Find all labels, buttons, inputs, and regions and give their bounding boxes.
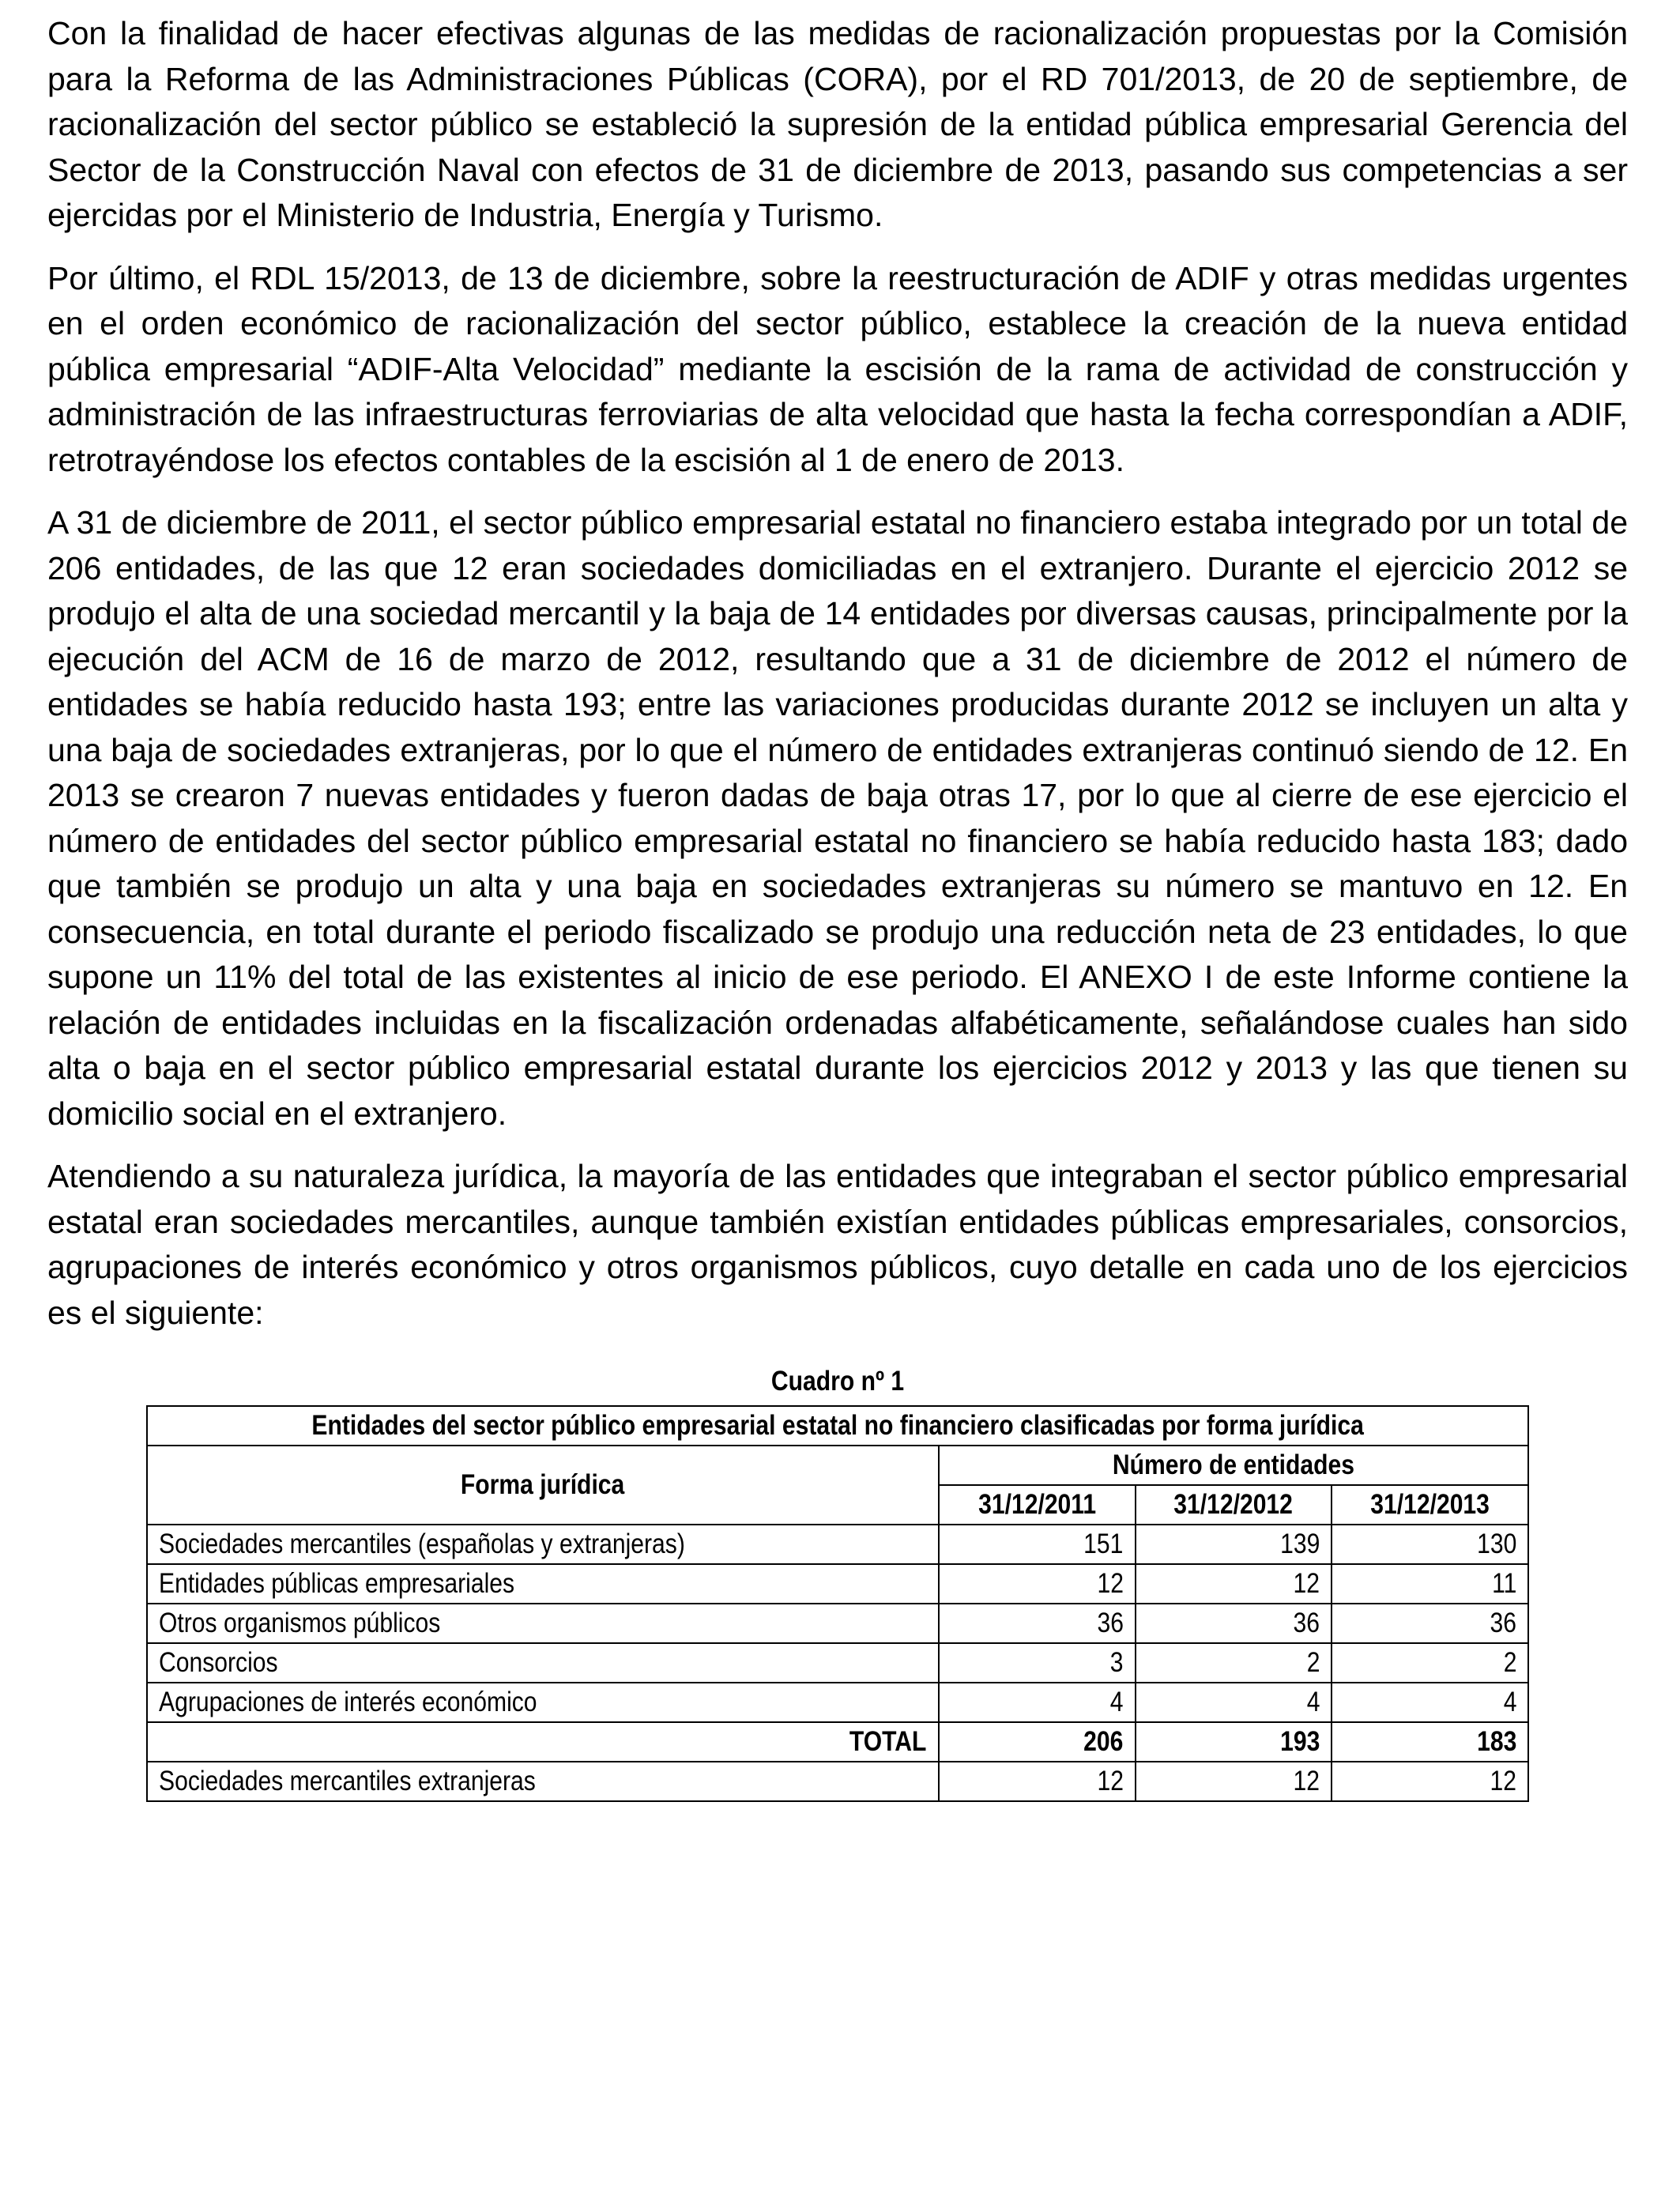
cell-value: [939, 1525, 1136, 1564]
column-header-text: 31/12/2011: [977, 1489, 1096, 1520]
cell-value: [1136, 1643, 1332, 1683]
table-header-row-1: [147, 1446, 1528, 1485]
entities-table: [146, 1405, 1529, 1802]
cell-value-text: 4: [1109, 1687, 1124, 1717]
total-value-text: 193: [1280, 1726, 1320, 1757]
total-label-text: TOTAL: [849, 1726, 927, 1757]
paragraph-1: Con la finalidad de hacer efectivas algunas de las medidas de racionalización propuestas por la Comisión para la Reforma de las Administraciones Públicas (CORA), por el RD 701/2013, de 20 de septiembre, de racionalización del sector público se estableció la supresión de la entidad pública empresarial Gerencia del Sector de la Construcción Naval con efectos de 31 de diciembre de 2013, pasando sus competencias a ser ejercidas por el Ministerio de Industria, Energía y Turismo.: [47, 15, 1628, 233]
total-value: [939, 1722, 1136, 1762]
total-label: [147, 1722, 939, 1762]
row-label-text: Sociedades mercantiles extranjeras: [159, 1766, 536, 1796]
row-header-cell: [147, 1446, 939, 1525]
paragraph-4: Atendiendo a su naturaleza jurídica, la mayoría de las entidades que integraban el sector público empresarial estatal eran sociedades mercantiles, aunque también existían entidades públicas empresariales, consorcios, agrupaciones de interés económico y otros organismos públicos, cuyo detalle en cada uno de los ejercicios es el siguiente:: [47, 1158, 1628, 1331]
cell-value: [1332, 1683, 1528, 1722]
total-value-text: 206: [1083, 1726, 1124, 1757]
cell-value-text: 139: [1280, 1529, 1320, 1559]
column-header-2012: [1136, 1485, 1332, 1525]
column-header-2013: [1332, 1485, 1528, 1525]
column-header-2011: [939, 1485, 1136, 1525]
cell-value-text: 151: [1083, 1529, 1124, 1559]
cell-value-text: 36: [1293, 1608, 1320, 1638]
cell-value-text: 12: [1490, 1766, 1516, 1796]
row-label: [147, 1525, 939, 1564]
cell-value-text: 2: [1306, 1647, 1320, 1678]
group-header-text: Número de entidades: [1112, 1449, 1354, 1480]
column-header-text: 31/12/2012: [1173, 1489, 1294, 1520]
cell-value-text: 36: [1490, 1608, 1516, 1638]
cell-value-text: 12: [1293, 1568, 1320, 1599]
table-title: [147, 1406, 1528, 1446]
cell-value-text: 3: [1109, 1647, 1124, 1678]
cell-value-text: 11: [1491, 1568, 1516, 1599]
table-caption: Cuadro nº 1: [770, 1366, 905, 1397]
table-row: [147, 1683, 1528, 1722]
cell-value-text: 4: [1306, 1687, 1320, 1717]
table-title-text: Entidades del sector público empresarial estatal no financiero clasificadas por forma jurídica: [311, 1410, 1364, 1441]
table-row: [147, 1564, 1528, 1604]
total-value-text: 183: [1476, 1726, 1516, 1757]
cell-value-text: 12: [1293, 1766, 1320, 1796]
cell-value: [1136, 1564, 1332, 1604]
cell-value: [1332, 1643, 1528, 1683]
table-row: [147, 1525, 1528, 1564]
cell-value: [1136, 1525, 1332, 1564]
cell-value-text: 4: [1503, 1687, 1516, 1717]
row-label-text: Otros organismos públicos: [159, 1608, 441, 1638]
row-label: [147, 1762, 939, 1801]
row-label: [147, 1564, 939, 1604]
cell-value: [939, 1683, 1136, 1722]
cell-value-text: 2: [1503, 1647, 1516, 1678]
cell-value-text: 130: [1476, 1529, 1516, 1559]
cell-value-text: 12: [1097, 1766, 1124, 1796]
table-title-row: [147, 1406, 1528, 1446]
total-value: [1136, 1722, 1332, 1762]
cell-value: [1332, 1604, 1528, 1643]
cell-value: [1136, 1604, 1332, 1643]
column-header-text: 31/12/2013: [1370, 1489, 1490, 1520]
row-header-text: Forma jurídica: [461, 1469, 625, 1500]
cell-value: [1332, 1762, 1528, 1801]
cell-value: [939, 1564, 1136, 1604]
cell-value: [1332, 1525, 1528, 1564]
row-label-text: Agrupaciones de interés económico: [159, 1687, 537, 1717]
row-label: [147, 1643, 939, 1683]
cell-value: [939, 1604, 1136, 1643]
cell-value-text: 12: [1097, 1568, 1124, 1599]
total-value: [1332, 1722, 1528, 1762]
row-label-text: Sociedades mercantiles (españolas y extranjeras): [159, 1529, 685, 1559]
table-row: [147, 1643, 1528, 1683]
cell-value-text: 36: [1097, 1608, 1124, 1638]
cell-value: [1136, 1683, 1332, 1722]
foreign-companies-row: [147, 1762, 1528, 1801]
paragraph-3: A 31 de diciembre de 2011, el sector público empresarial estatal no financiero estaba integrado por un total de 206 entidades, de las que 12 eran sociedades domiciliadas en el extranjero. Durante el ejercicio 2012 se produjo el alta de una sociedad mercantil y la baja de 14 entidades por diversas causas, principalmente por la ejecución del ACM de 16 de marzo de 2012, resultando que a 31 de diciembre de 2012 el número de entidades se había reducido hasta 193; entre las variaciones producidas durante 2012 se incluyen un alta y una baja de sociedades extranjeras, por lo que el número de entidades extranjeras continuó siendo de 12. En 2013 se crearon 7 nuevas entidades y fueron dadas de baja otras 17, por lo que al cierre de ese ejercicio el número de entidades del sector público empresarial estatal no financiero se había reducido hasta 183; dado que también se produjo un alta y una baja en sociedades extranjeras su número se mantuvo en 12. En consecuencia, en total durante el periodo fiscalizado se produjo una reducción neta de 23 entidades, lo que supone un 11% del total de las existentes al inicio de ese periodo. El ANEXO I de este Informe contiene la relación de entidades incluidas en la fiscalización ordenadas alfabéticamente, señalándose cuales han sido alta o baja en el sector público empresarial estatal durante los ejercicios 2012 y 2013 y las que tienen su domicilio social en el extranjero.: [47, 504, 1628, 1132]
table-row: [147, 1604, 1528, 1643]
row-label-text: Consorcios: [159, 1647, 278, 1678]
cell-value: [939, 1762, 1136, 1801]
cell-value: [1332, 1564, 1528, 1604]
cell-value: [939, 1643, 1136, 1683]
document-page: [47, 11, 1628, 1802]
cell-value: [1136, 1762, 1332, 1801]
total-row: [147, 1722, 1528, 1762]
group-header-cell: [939, 1446, 1528, 1485]
row-label-text: Entidades públicas empresariales: [159, 1568, 515, 1599]
row-label: [147, 1604, 939, 1643]
paragraph-2: Por último, el RDL 15/2013, de 13 de diciembre, sobre la reestructuración de ADIF y otras medidas urgentes en el orden económico de racionalización del sector público, establece la creación de la nueva entidad pública empresarial “ADIF-Alta Velocidad” mediante la escisión de la rama de actividad de construcción y administración de las infraestructuras ferroviarias de alta velocidad que hasta la fecha correspondían a ADIF, retrotrayéndose los efectos contables de la escisión al 1 de enero de 2013.: [47, 259, 1628, 478]
row-label: [147, 1683, 939, 1722]
